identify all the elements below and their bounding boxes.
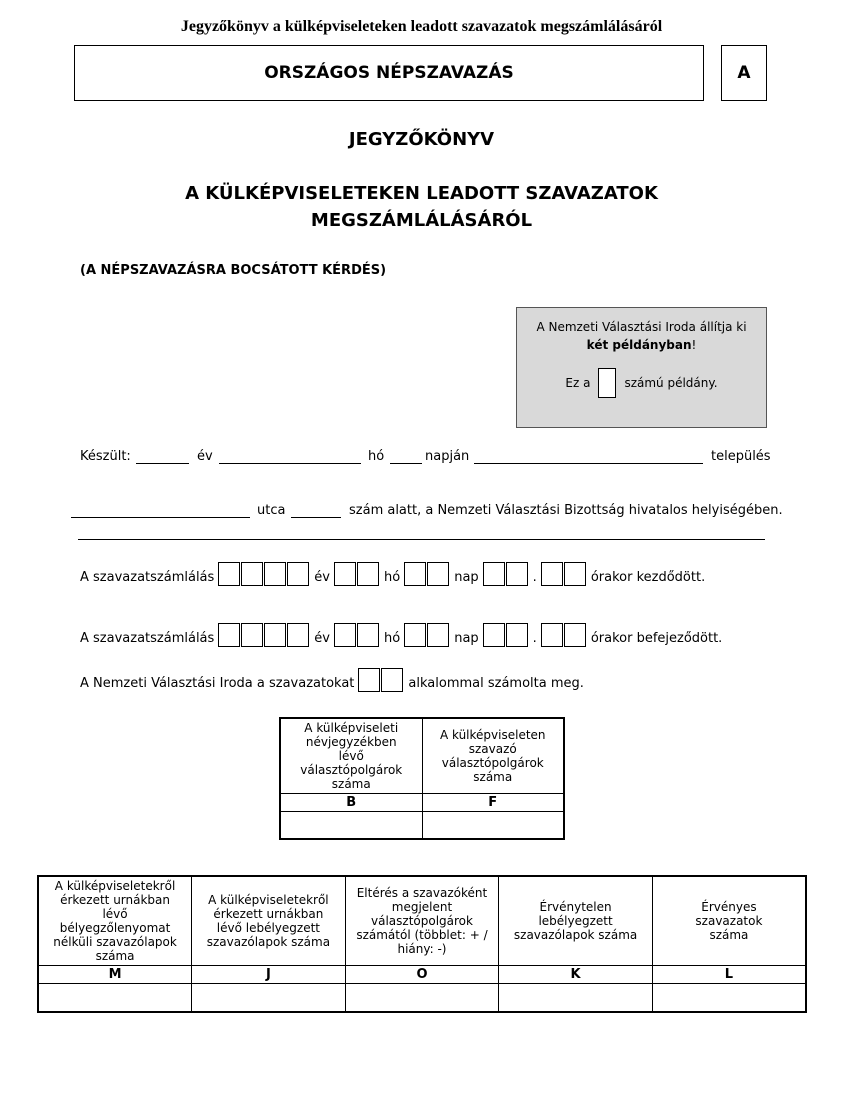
ballots-table-header: A külképviseletekről érkezett urnákban lévő lebélyegzett szavazólapok száma xyxy=(192,876,346,966)
difference-input[interactable] xyxy=(345,984,499,1012)
start-minute-field[interactable] xyxy=(541,562,587,586)
start-day-label: nap xyxy=(454,570,479,585)
ballots-table-code: K xyxy=(499,966,653,984)
street-field[interactable] xyxy=(71,517,250,518)
unstamped-ballots-input[interactable] xyxy=(38,984,192,1012)
end-day-field[interactable] xyxy=(404,623,450,647)
count-start-label: A szavazatszámlálás xyxy=(80,570,215,585)
day-label: napján xyxy=(425,449,470,464)
end-day-label: nap xyxy=(454,631,479,646)
main-title: ORSZÁGOS NÉPSZAVAZÁS xyxy=(264,63,514,83)
ballots-table-header: A külképviseletekről érkezett urnákban lévő bélyegzőlenyomat nélküli szavazólapok száma xyxy=(38,876,192,966)
month-label: hó xyxy=(368,449,385,464)
copy-notice-box xyxy=(516,307,767,428)
ballots-table-code: M xyxy=(38,966,192,984)
voters-table xyxy=(279,717,565,840)
copy-number-suffix: számú példány. xyxy=(624,376,718,390)
ballots-table-code: J xyxy=(192,966,346,984)
copy-notice-punct: ! xyxy=(691,338,697,352)
ballots-table-header: Eltérés a szavazóként megjelent választópolgárok számától (többlet: + / hiány: -) xyxy=(345,876,499,966)
end-month-label: hó xyxy=(384,631,401,646)
copy-number-prefix: Ez a xyxy=(565,376,591,390)
start-month-label: hó xyxy=(384,570,401,585)
start-month-field[interactable] xyxy=(334,562,380,586)
ballots-table-code: O xyxy=(345,966,499,984)
end-hour-field[interactable] xyxy=(483,623,529,647)
divider xyxy=(78,539,765,540)
running-title: Jegyzőkönyv a külképviseleteken leadott szavazatok megszámlálásáról xyxy=(180,18,663,35)
copy-number-field[interactable] xyxy=(598,368,616,398)
start-hour-field[interactable] xyxy=(483,562,529,586)
question-label: (A NÉPSZAVAZÁSRA BOCSÁTOTT KÉRDÉS) xyxy=(80,263,387,278)
start-year-field[interactable] xyxy=(218,562,310,586)
main-title-box xyxy=(74,45,704,101)
count-times-field[interactable] xyxy=(358,668,404,692)
ballots-table xyxy=(37,875,807,1013)
end-year-label: év xyxy=(314,631,330,646)
settlement-label: település xyxy=(711,449,771,464)
voters-table-header: A külképviseleten szavazó választópolgárok száma xyxy=(422,718,564,794)
voters-registered-input[interactable] xyxy=(280,812,422,839)
month-field[interactable] xyxy=(219,463,361,464)
end-month-field[interactable] xyxy=(334,623,380,647)
count-end-row xyxy=(80,623,722,647)
copy-count-text: két példányban xyxy=(586,338,692,352)
count-times-suffix: alkalommal számolta meg. xyxy=(408,676,584,691)
end-year-field[interactable] xyxy=(218,623,310,647)
ballots-table-header: Érvénytelen lebélyegzett szavazólapok száma xyxy=(499,876,653,966)
year-field[interactable] xyxy=(136,463,189,464)
start-year-label: év xyxy=(314,570,330,585)
ballots-table-code: L xyxy=(652,966,806,984)
copy-number-row xyxy=(517,368,766,398)
document-subtitle-line2: MEGSZÁMLÁLÁSÁRÓL xyxy=(310,210,533,231)
copy-notice-line2 xyxy=(517,338,766,352)
street-label: utca xyxy=(257,503,286,518)
voters-table-code: F xyxy=(422,794,564,812)
invalid-ballots-input[interactable] xyxy=(499,984,653,1012)
document-subtitle-line1: A KÜLKÉPVISELETEKEN LEADOTT SZAVAZATOK xyxy=(185,183,658,204)
document-title: JEGYZŐKÖNYV xyxy=(348,129,495,150)
ballots-table-header: Érvényes szavazatok száma xyxy=(652,876,806,966)
location-text: szám alatt, a Nemzeti Választási Bizottság hivatalos helyiségében. xyxy=(349,503,783,518)
end-suffix: órakor befejeződött. xyxy=(590,631,723,646)
made-label: Készült: xyxy=(80,449,131,464)
start-day-field[interactable] xyxy=(404,562,450,586)
end-minute-field[interactable] xyxy=(541,623,587,647)
count-times-label: A Nemzeti Választási Iroda a szavazatokat xyxy=(80,676,355,691)
voters-voted-input[interactable] xyxy=(422,812,564,839)
count-end-label: A szavazatszámlálás xyxy=(80,631,215,646)
count-times-row xyxy=(80,668,584,692)
house-number-field[interactable] xyxy=(291,517,341,518)
valid-votes-input[interactable] xyxy=(652,984,806,1012)
settlement-field[interactable] xyxy=(474,463,703,464)
year-label: év xyxy=(197,449,213,464)
voters-table-header: A külképviseleti névjegyzékben lévő választópolgárok száma xyxy=(280,718,422,794)
copy-notice-line1: A Nemzeti Választási Iroda állítja ki xyxy=(536,320,747,334)
form-letter: A xyxy=(737,63,751,83)
end-time-separator: . xyxy=(532,631,537,646)
start-suffix: órakor kezdődött. xyxy=(590,570,706,585)
stamped-ballots-input[interactable] xyxy=(192,984,346,1012)
count-start-row xyxy=(80,562,705,586)
day-field[interactable] xyxy=(390,463,422,464)
form-letter-box xyxy=(721,45,767,101)
start-time-separator: . xyxy=(532,570,537,585)
voters-table-code: B xyxy=(280,794,422,812)
